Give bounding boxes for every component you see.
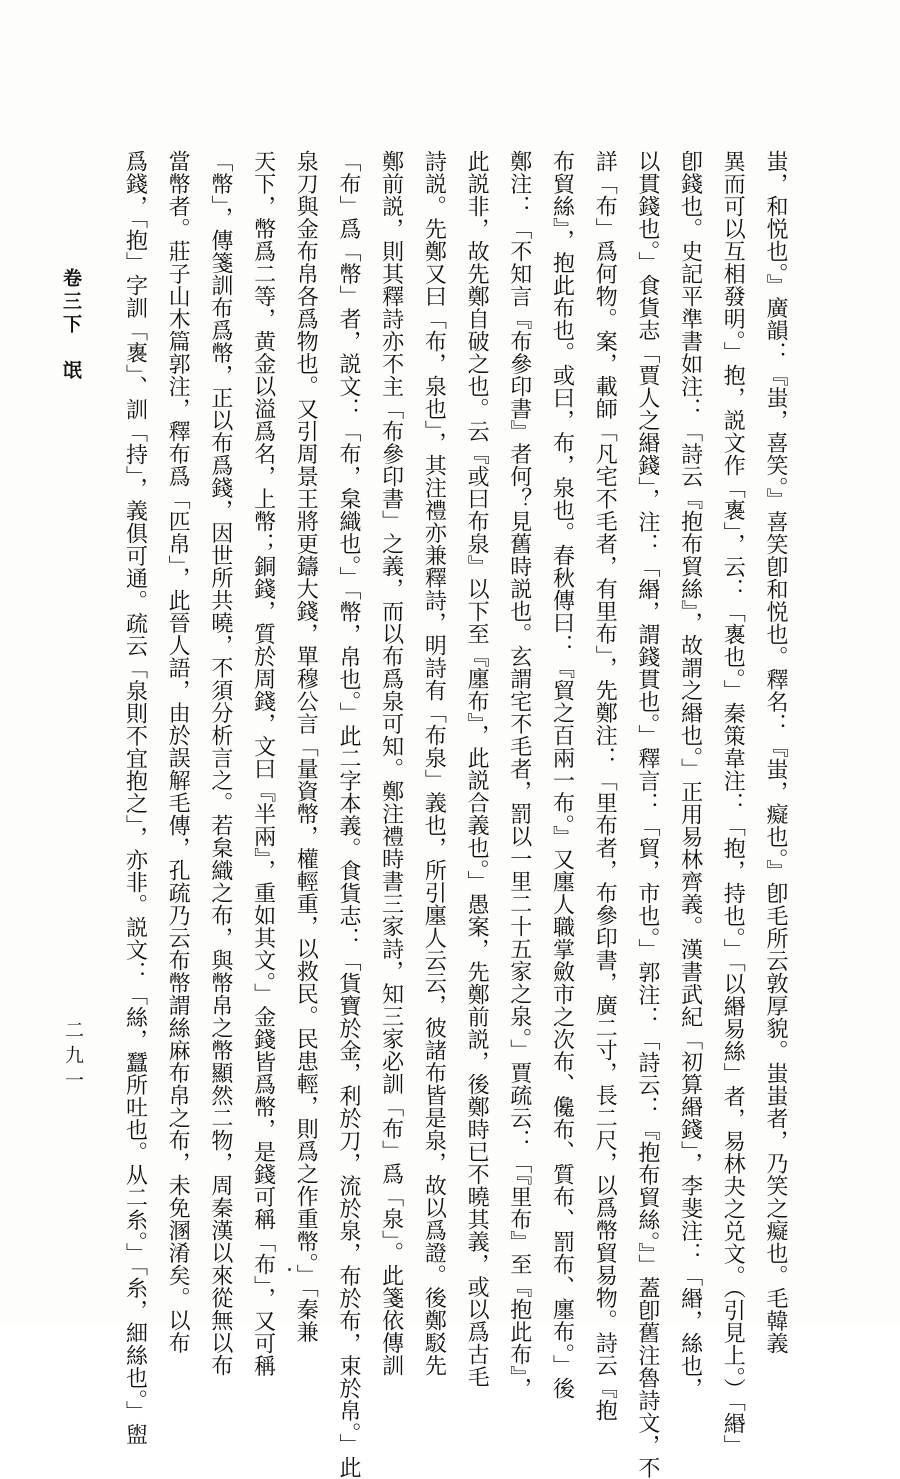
text-column-12: 泉刀與金布帛各爲物也。又引周景王將更鑄大錢，單穆公言「量資幣，權輕重，以救民。民患輕，則爲之作重幣。」「秦兼	[293, 150, 319, 1343]
text-column-3: 卽錢也。史記平準書如注：「詩云『抱布貿絲』，故謂之緡也。」正用易林齊義。漢書武紀「初算緡錢」，李斐注：「緡，絲也，	[677, 150, 703, 1400]
text-column-9: 詩説。先鄭又曰「布，泉也」，其注禮亦兼釋詩，明詩有「布泉」義也，所引廛人云云，彼諸布皆是泉，故以爲證。後鄭駁先	[421, 150, 447, 1377]
running-header	[58, 268, 85, 383]
ink-speck	[288, 1268, 291, 1271]
spacer	[60, 337, 82, 360]
text-column-5: 詳「布」爲何物。案，載師「凡宅不毛者，有里布」，先鄭注：「里布者，布參印書，廣二寸，長二尺，以爲幣貿易物。詩云『抱	[592, 150, 618, 1422]
text-column-8: 此説非，故先鄭自破之也。云『或曰布泉』以下至『廛布』，此説合義也。」愚案，先鄭前説，後鄭時已不曉其義，或以爲古毛	[464, 150, 490, 1388]
text-column-10: 鄭前説，則其釋詩亦不主「布參印書」之義，而以布爲泉可知。鄭注禮時書三家詩，知三家必訓「布」爲「泉」。此箋依傳訓	[378, 150, 404, 1377]
text-column-4: 以貫錢也。」食貨志「賈人之緡錢」，注：「緡，謂錢貫也。」釋言：「貿，市也。」郭注：「詩云：『抱布貿絲。』」蓋卽舊注魯詩文，不	[634, 150, 660, 1479]
section-label: 卷三下	[60, 268, 82, 337]
text-column-7: 鄭注：「不知言『布參印書』者何？見舊時説也。玄謂宅不毛者，罰以一里二十五家之泉。」賈疏云：「『里布』至『抱此布』，	[506, 150, 532, 1400]
text-column-13: 天下，幣爲二等，黄金以溢爲名，上幣；銅錢，質於周錢，文曰『半兩』，重如其文。」金錢皆爲幣，是錢可稱「布」，又可稱	[250, 150, 276, 1377]
text-column-15: 當幣者。莊子山木篇郭注，釋布爲「匹帛」，此晉人語，由於誤解毛傳，孔疏乃云布幣謂絲麻布帛之布，未免溷淆矣。以布	[165, 150, 191, 1354]
text-column-14: 「幣」，傳箋訓布爲幣，正以布爲錢，因世所共曉，不須分析言之。若枲織之布，與幣帛之幣顯然二物，周秦漢以來從無以布	[207, 150, 233, 1377]
text-column-1: 蚩，和悦也。』廣韻：『蚩，喜笑。』喜笑卽和悦也。釋名：『蚩，癡也。』卽毛所云敦厚貌。蚩蚩者，乃笑之癡也。毛韓義	[763, 150, 788, 1355]
main-text-columns	[122, 150, 796, 1479]
text-column-6: 布貿絲』，抱此布也。或曰，布，泉也。春秋傳曰：『貿之百兩一布。』又廛人職掌斂市之次布、儳布、質布、罰布、廛布。」後	[549, 150, 575, 1400]
text-column-16: 爲錢，「抱」字訓「褢」、訓「持」，義俱可通。疏云「泉則不宜抱之」，亦非。説文：「絲，蠶所吐也。从二糸。」「糸，細絲也。」盥	[122, 150, 148, 1446]
text-column-11: 「布」爲「幣」者，説文：「布，枲織也。」「幣，帛也。」此二字本義。食貨志：「貨寶於金，利於刀，流於泉，布於布，束於帛。」此	[335, 150, 361, 1479]
text-column-2: 異而可以互相發明。」抱，説文作「褢」，云：「褢也。」秦策韋注：「抱，持也。」「以緡易絲」者，易林夬之兑文。（引見上。）「緡」	[720, 150, 746, 1457]
page-number: 二九一	[62, 1020, 84, 1095]
poem-title: 氓	[60, 360, 82, 383]
